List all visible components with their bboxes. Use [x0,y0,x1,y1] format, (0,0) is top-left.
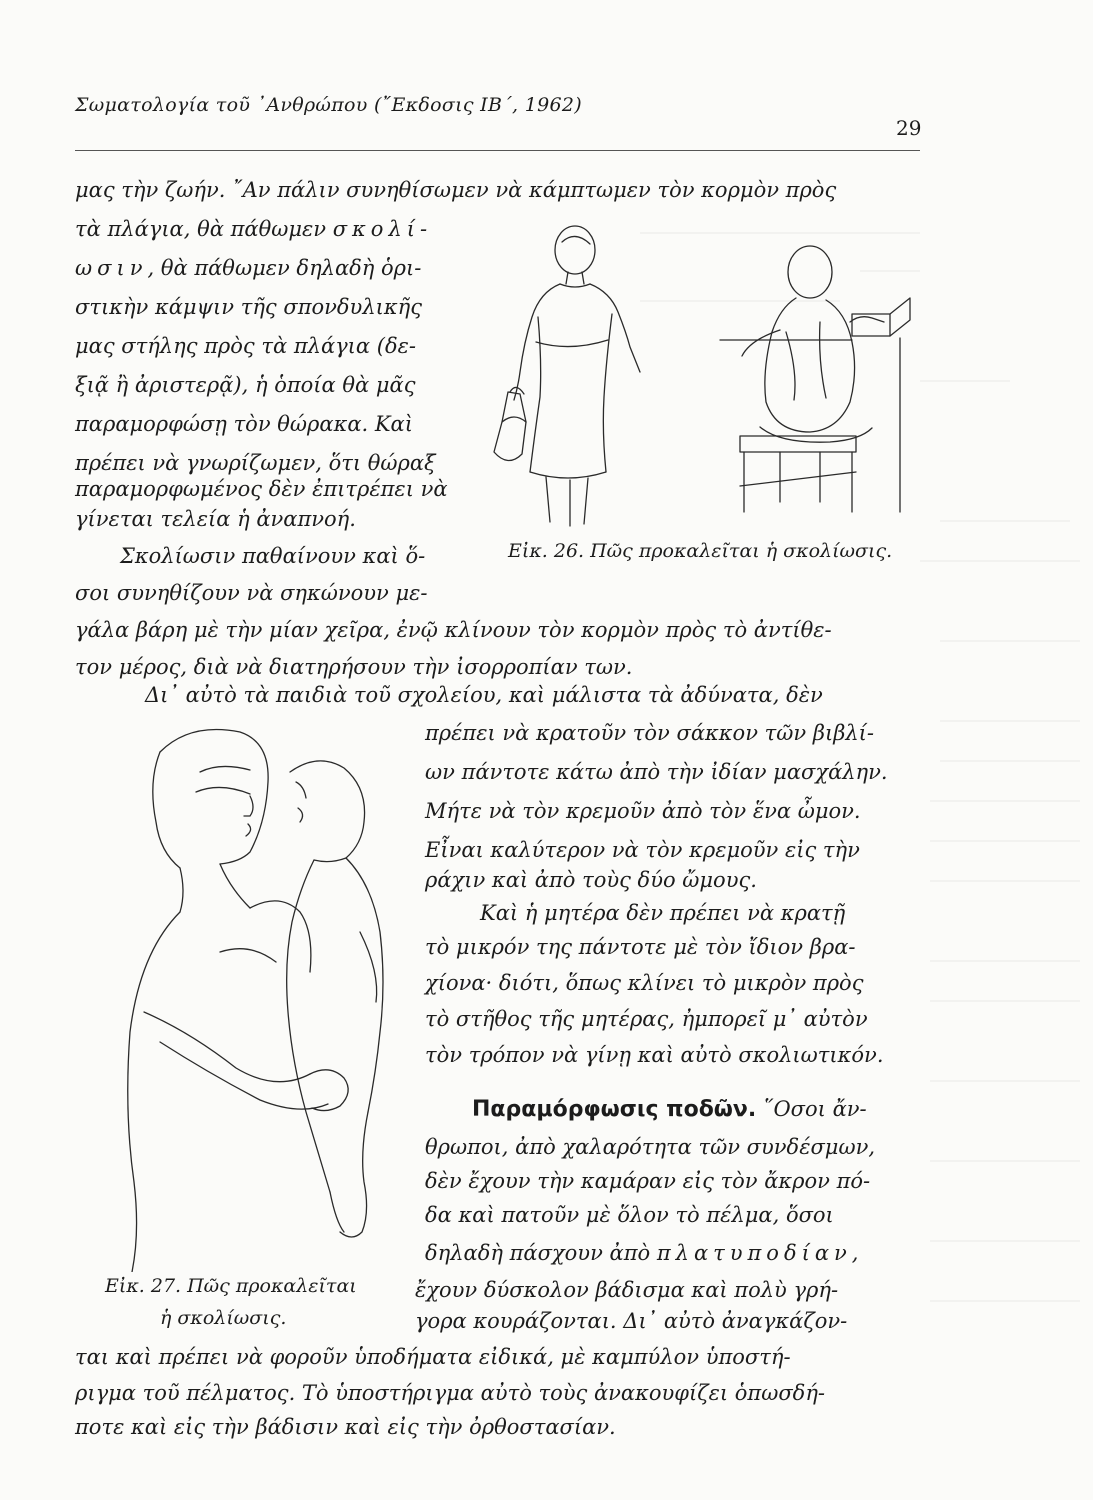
figure-27-illustration [100,712,410,1272]
text-line: τὸ μικρόν της πάντοτε μὲ τὸν ἴδιον βρα- [425,935,856,959]
text-line: Παραμόρφωσις ποδῶν. ῞Οσοι ἄν- [472,1097,867,1122]
figure-26-caption: Εἰκ. 26. Πῶς προκαλεῖται ἡ σκολίωσις. [508,540,893,562]
figure-27-caption-line-1: Εἰκ. 27. Πῶς προκαλεῖται [105,1275,357,1297]
text-line: ἔχουν δύσκολον βάδισμα καὶ πολὺ γρή- [415,1278,839,1302]
text-line: Καὶ ἡ μητέρα δὲν πρέπει νὰ κρατῇ [480,901,846,925]
text-line: τὰ πλάγια, θὰ πάθωμεν σκολί- [75,217,433,241]
text-line: ράχιν καὶ ἀπὸ τοὺς δύο ὤμους. [425,868,757,892]
text-line: τὸν τρόπον νὰ γίνῃ καὶ αὐτὸ σκολιωτικόν. [425,1043,884,1067]
text-line: ξιᾷ ἢ ἀριστερᾷ), ἡ ὁποία θὰ μᾶς [75,373,416,397]
text-line: Σκολίωσιν παθαίνουν καὶ ὅ- [120,544,426,568]
text-line: θρωποι, ἀπὸ χαλαρότητα τῶν συνδέσμων, [425,1135,876,1159]
text-line: γάλα βάρη μὲ τὴν μίαν χεῖρα, ἐνῷ κλίνουν τὸν κορμὸν πρὸς τὸ ἀντίθε- [75,618,832,642]
text-line: τὸ στῆθος τῆς μητέρας, ἠμπορεῖ μ᾿ αὐτὸν [425,1007,868,1031]
text-line: Δι᾿ αὐτὸ τὰ παιδιὰ τοῦ σχολείου, καὶ μάλιστα τὰ ἀδύνατα, δὲν [145,683,823,707]
spaced-term: πλατυποδίαν [656,1241,852,1265]
page-number: 29 [896,116,922,140]
text-line: χίονα· διότι, ὅπως κλίνει τὸ μικρὸν πρὸς [425,971,864,995]
text-line: στικὴν κάμψιν τῆς σπονδυλικῆς [75,295,422,319]
text-line: παραμορφωμένος δὲν ἐπιτρέπει νὰ [75,477,448,501]
text-line: ποτε καὶ εἰς τὴν βάδισιν καὶ εἰς τὴν ὀρθοστασίαν. [75,1415,616,1439]
text-line: παραμορφώσῃ τὸν θώρακα. Καὶ [75,412,413,436]
text-line: ων πάντοτε κάτω ἀπὸ τὴν ἰδίαν μασχάλην. [425,760,888,784]
text-line: Εἶναι καλύτερον νὰ τὸν κρεμοῦν εἰς τὴν [425,838,860,862]
text-line: τον μέρος, διὰ νὰ διατηρήσουν τὴν ἰσορροπίαν των. [75,655,633,679]
text-line: δὲν ἔχουν τὴν καμάραν εἰς τὸν ἄκρον πό- [425,1169,871,1193]
text-line: πρέπει νὰ γνωρίζωμεν, ὅτι θώραξ [75,451,436,475]
text-line: πρέπει νὰ κρατοῦν τὸν σάκκον τῶν βιβλί- [425,721,874,745]
header-divider [75,150,920,151]
spaced-term: ωσιν [75,256,148,280]
text-line: μας στήλης πρὸς τὰ πλάγια (δε- [75,334,416,358]
text-line: ριγμα τοῦ πέλματος. Τὸ ὑποστήριγμα αὐτὸ τοὺς ἀνακουφίζει ὁπωσδή- [75,1381,826,1405]
text-line: δα καὶ πατοῦν μὲ ὅλον τὸ πέλμα, ὅσοι [425,1203,834,1227]
text-line: μας τὴν ζωήν. ῎Αν πάλιν συνηθίσωμεν νὰ κάμπτωμεν τὸν κορμὸν πρὸς [75,178,837,202]
figure-27-caption-line-2: ἡ σκολίωσις. [160,1307,287,1329]
text-line: ωσιν, θὰ πάθωμεν δηλαδὴ ὁρι- [75,256,422,280]
text-line: γορα κουράζονται. Δι᾿ αὐτὸ ἀναγκάζον- [415,1309,848,1333]
text-line: ται καὶ πρέπει νὰ φοροῦν ὑποδήματα εἰδικά, μὲ καμπύλον ὑποστή- [75,1345,791,1369]
spaced-term: σκολί- [332,217,433,241]
text-line: Μήτε νὰ τὸν κρεμοῦν ἀπὸ τὸν ἕνα ὦμον. [425,799,861,823]
text-line: γίνεται τελεία ἡ ἀναπνοή. [75,507,356,531]
text-line: σοι συνηθίζουν νὰ σηκώνουν με- [75,581,428,605]
figure-26-illustration [480,222,920,532]
text-line: δηλαδὴ πάσχουν ἀπὸ πλατυποδίαν, [425,1241,859,1265]
section-heading: Παραμόρφωσις ποδῶν. [472,1097,757,1122]
running-header-title: Σωματολογία τοῦ ᾿Ανθρώπου (῎Εκδοσις ΙΒ΄, 1962) [75,94,582,116]
